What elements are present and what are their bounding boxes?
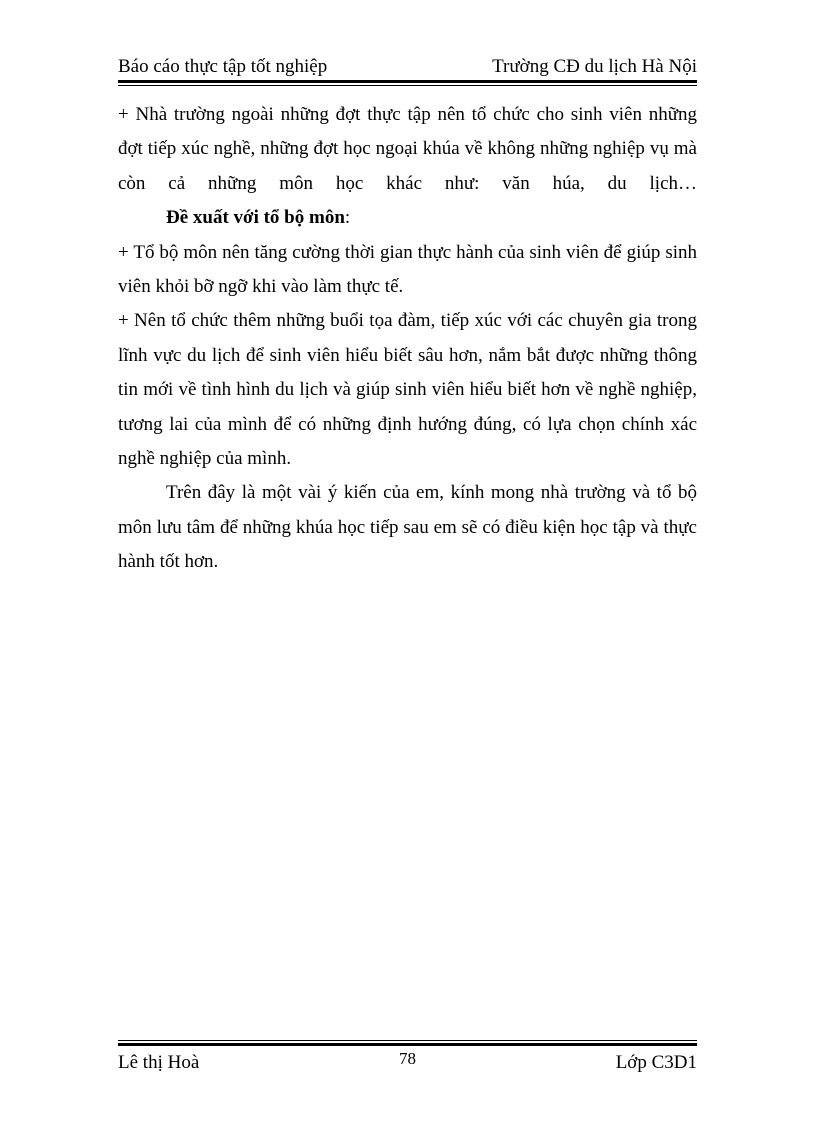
paragraph-school-suggestion: + Nhà trường ngoài những đợt thực tập nên tổ chức cho sinh viên những đợt tiếp xúc nghề, những đợt học ngoại khúa về không những nghiệp vụ mà còn cả những môn học khác như: văn húa, du lịch… [118, 104, 697, 194]
page-header [118, 50, 697, 80]
paragraph-department-suggestion-2: + Nên tổ chức thêm những buổi tọa đàm, tiếp xúc với các chuyên gia trong lĩnh vực du lịch để sinh viên hiểu biết sâu hơn, nắm bắt được những thông tin mới về tình hình du lịch và giúp sinh viên hiểu biết hơn về nghề nghiệp, tương lai của mình để có những định hướng đúng, có lựa chọn chính xác nghề nghiệp của mình. [118, 310, 697, 470]
section-heading-text: Đề xuất với tổ bộ môn [166, 207, 345, 229]
page-footer [118, 1050, 697, 1076]
page-number: 78 [399, 1049, 416, 1068]
section-heading [118, 201, 697, 235]
paragraph-closing: Trên đây là một vài ý kiến của em, kính mong nhà trường và tổ bộ môn lưu tâm để những khúa học tiếp sau em sẽ có điều kiện học tập và thực hành tốt hơn. [118, 482, 697, 573]
page-body [118, 98, 697, 580]
footer-class: Lớp C3D1 [615, 1052, 697, 1073]
header-school-name: Trường CĐ du lịch Hà Nội [492, 56, 697, 77]
footer-rule-thin [118, 1040, 697, 1041]
footer-author: Lê thị Hoà [118, 1052, 200, 1073]
header-report-title: Báo cáo thực tập tốt nghiệp [118, 56, 328, 77]
header-rule-thin [118, 85, 697, 86]
paragraph-department-suggestion-1: + Tổ bộ môn nên tăng cường thời gian thực hành của sinh viên để giúp sinh viên khỏi bỡ ngỡ khi vào làm thực tế. [118, 241, 697, 298]
section-heading-colon: : [344, 207, 351, 229]
header-rule-thick [118, 80, 697, 83]
